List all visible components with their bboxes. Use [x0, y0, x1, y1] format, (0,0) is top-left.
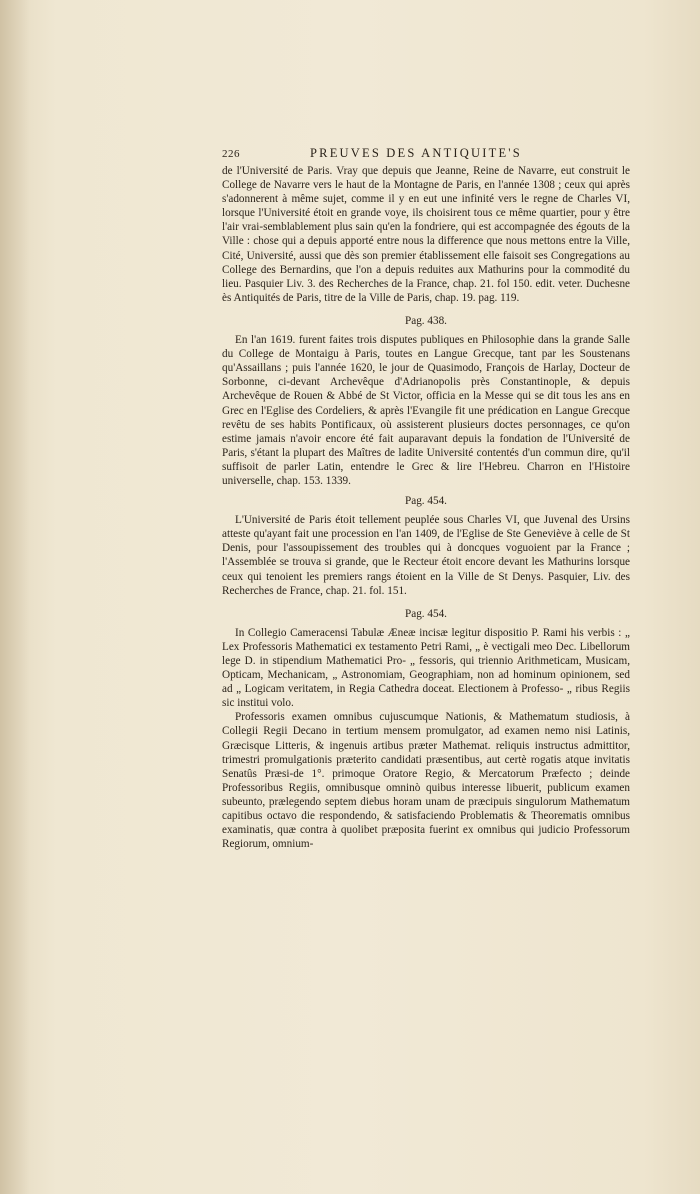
page-gutter-shading	[0, 0, 30, 1194]
running-title: PREUVES DES ANTIQUITE'S	[310, 146, 522, 160]
paragraph-procession: L'Université de Paris étoit tellement peuplée sous Charles VI, que Juvenal des Ursins atteste qu'ayant fait une procession en l'an 1409, de l'Eglise de Ste Geneviève à celle de St Denis, pour l'assoupissement des troubles qui à doncques voguoient par la France ; l'Assemblée se trouva si grande, que le Recteur étoit encore devant les Mathurins lorsque ceux qui tenoient les premiers rangs étoient en la Ville de St Denys. Pasquier, Liv. des Recherches de France, chap. 21. fol. 151.	[222, 514, 630, 597]
section-heading-pag-454-a: Pag. 454.	[405, 495, 447, 508]
text-column	[222, 146, 630, 851]
paragraph-universite-navarre: de l'Université de Paris. Vray que depuis que Jeanne, Reine de Navarre, eut construit le College de Navarre vers le haut de la Montagne de Paris, en l'année 1308 ; ceux qui après s'adonnerent à même sujet, comme il y en eut une infinité vers le regne de Charles VI, lorsque l'Université étoit en grande voye, ils choisirent tous ce même quartier, pour y être l'air vrai-semblablement plus sain qu'en la fondriere, qui est accompagnée des égouts de la Ville : chose qui a depuis apporté entre nous la difference que nous mettons entre la Ville, Cité, Université, aussi que dès son premier établissement elle faisoit ses Congregations au College des Bernardins, que l'on a depuis reduites aux Mathurins pour la commodité du lieu. Pasquier Liv. 3. des Recherches de la France, chap. 21. fol 150. edit. veter. Duchesne ès Antiquités de Paris, titre de la Ville de Paris, chap. 19. pag. 119.	[222, 165, 630, 304]
page-number: 226	[222, 148, 240, 160]
section-heading-pag-438: Pag. 438.	[405, 314, 447, 327]
section-heading-pag-454-b: Pag. 454.	[405, 607, 447, 620]
paragraph-lex-professoris: In Collegio Cameracensi Tabulæ Æneæ incisæ legitur dispositio P. Rami his verbis : „ Lex Professoris Mathematici ex testamento Petri Rami, „ è vectigali meo Dec. Libellorum lege D. in stipendium Mathematici Pro- „ fessoris, qui triennio Arithmeticam, Musicam, Opticam, Mechanicam, „ Astronomiam, Geographiam, non ad hominum opinionem, sed ad „ Logicam veritatem, in Regia Cathedra doceat. Electionem à Professo- „ ribus Regiis sic institui volo.	[222, 626, 630, 710]
paragraph-disputes-grecque: En l'an 1619. furent faites trois disputes publiques en Philosophie dans la grande Salle du College de Montaigu à Paris, toutes en Langue Grecque, tant par les Soustenans qu'Assaillans ; puis l'année 1620, le jour de Quasimodo, François de Harlay, Docteur de Sorbonne, ci-devant Archevêque d'Adrianopolis près Constantinople, & depuis Archevêque de Rouen & Abbé de St Victor, officia en la Messe qui se dit tous les ans en Grec en l'Eglise des Cordeliers, & après l'Evangile fit une prédication en Langue Grecque revêtu de ses habits Pontificaux, où assisterent plusieurs doctes personnages, ce qu'on estime jamais n'avoir encore été fait auparavant depuis la fondation de l'Université de Paris, s'étant la plupart des Maîtres de ladite Université contentés d'un commun dire, qu'il suffisoit de parler Latin, entendre le Grec & lire l'Hebreu. Charron en l'Histoire universelle, chap. 153. 1339.	[222, 334, 630, 487]
paragraph-professoris-examen: Professoris examen omnibus cujuscumque Nationis, & Mathematum studiosis, à Collegii Regii Decano in tertium mensem promulgator, ad examen nemo nisi Latinis, Græcisque Litteris, & ingenuis artibus præter Mathemat. reliquis instructus admittitor, trimestri promulgationis præterito candidati præsentibus, aut certè rogatis atque invitatis Senatûs Præsi-de 1°. primoque Oratore Regio, & Mercatorum Præfecto ; deinde Professoribus Regiis, omnibusque omninò quibus interesse libuerit, publicum examen subeunto, prælegendo septem diebus horam unam de præcipuis singulorum Mathematum capitibus octavo die respondendo, & satisfaciendo Problematis & Theorematis omnibus examinatis, quæ contra à quolibet præposita fuerint ex omnibus qui judicio Professorum Regiorum, omnium-	[222, 711, 630, 851]
running-head	[222, 146, 630, 162]
